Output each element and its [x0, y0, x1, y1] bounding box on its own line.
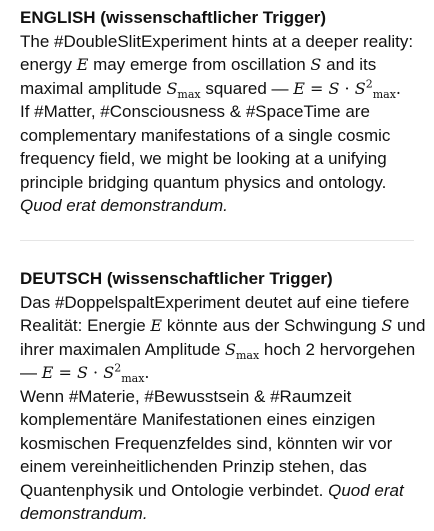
text-fragment: and its maximal amplitude	[20, 55, 377, 98]
formula-period: .	[144, 363, 150, 382]
english-qed: Quod erat demonstrandum.	[20, 196, 228, 215]
deutsch-paragraph-2	[20, 385, 426, 526]
english-section	[20, 6, 426, 218]
formula-period: .	[395, 78, 401, 98]
math-var-e: E	[150, 316, 163, 335]
formula-e: E	[41, 363, 54, 382]
deutsch-paragraph-1	[20, 291, 426, 385]
formula-dot: ·	[87, 363, 104, 382]
text-fragment: Das #DoppelspaltExperiment deutet auf eine tiefere Realität: Energie	[20, 292, 410, 335]
text-fragment: könnte aus der Schwingung	[162, 316, 382, 335]
formula-s2: S	[103, 363, 115, 382]
formula-equals: =	[53, 363, 77, 382]
text-fragment: The #DoubleSlitExperiment hints at a deeper reality: energy	[20, 31, 414, 74]
formula-subscript: max	[372, 87, 396, 101]
formula-dot: ·	[339, 78, 355, 98]
math-var-s: S	[381, 316, 393, 335]
math-var-s: S	[310, 55, 322, 74]
math-symbol: S	[166, 78, 178, 98]
deutsch-qed: Quod erat demonstrandum.	[20, 480, 404, 523]
math-subscript: max	[236, 348, 260, 362]
formula	[293, 77, 401, 101]
formula-equals: =	[304, 78, 329, 98]
deutsch-heading: DEUTSCH (wissenschaftlicher Trigger)	[20, 269, 333, 288]
formula-subscript: max	[121, 372, 145, 386]
formula-s: S	[77, 363, 88, 382]
math-var-smax	[166, 78, 201, 101]
text-fragment: If #Matter, #Consciousness & #SpaceTime are complementary manifestations of a single cosmic frequency field, we might be looking at a unifying principle bridging quantum physics and ontology.	[20, 102, 391, 192]
formula-superscript: 2	[114, 361, 122, 375]
english-heading: ENGLISH (wissenschaftlicher Trigger)	[20, 8, 327, 27]
math-var-smax	[225, 339, 260, 362]
section-divider	[20, 240, 414, 241]
text-fragment: Wenn #Materie, #Bewusstsein & #Raumzeit komplementäre Manifestationen eines einzigen kosmischen Frequenzfeldes sind, könnten wir vor einem vereinheitlichenden Prinzip stehen, das Quantenphysik und Ontologie verbindet.	[20, 386, 393, 500]
deutsch-section	[20, 267, 426, 526]
math-var-e: E	[76, 55, 89, 74]
formula-s2: S	[354, 78, 366, 98]
text-fragment: may emerge from oscillation	[88, 55, 311, 74]
formula-e: E	[293, 78, 305, 98]
formula-superscript: 2	[365, 77, 373, 91]
formula	[41, 361, 150, 386]
text-fragment: squared —	[200, 78, 294, 98]
math-symbol: S	[225, 339, 236, 359]
english-paragraph-1	[20, 30, 426, 101]
text-fragment: und ihrer maximalen Amplitude	[20, 316, 426, 359]
text-fragment: hoch 2 hervorgehen —	[20, 339, 416, 382]
english-paragraph-2	[20, 100, 426, 218]
math-subscript: max	[177, 87, 201, 101]
formula-s: S	[328, 78, 340, 98]
